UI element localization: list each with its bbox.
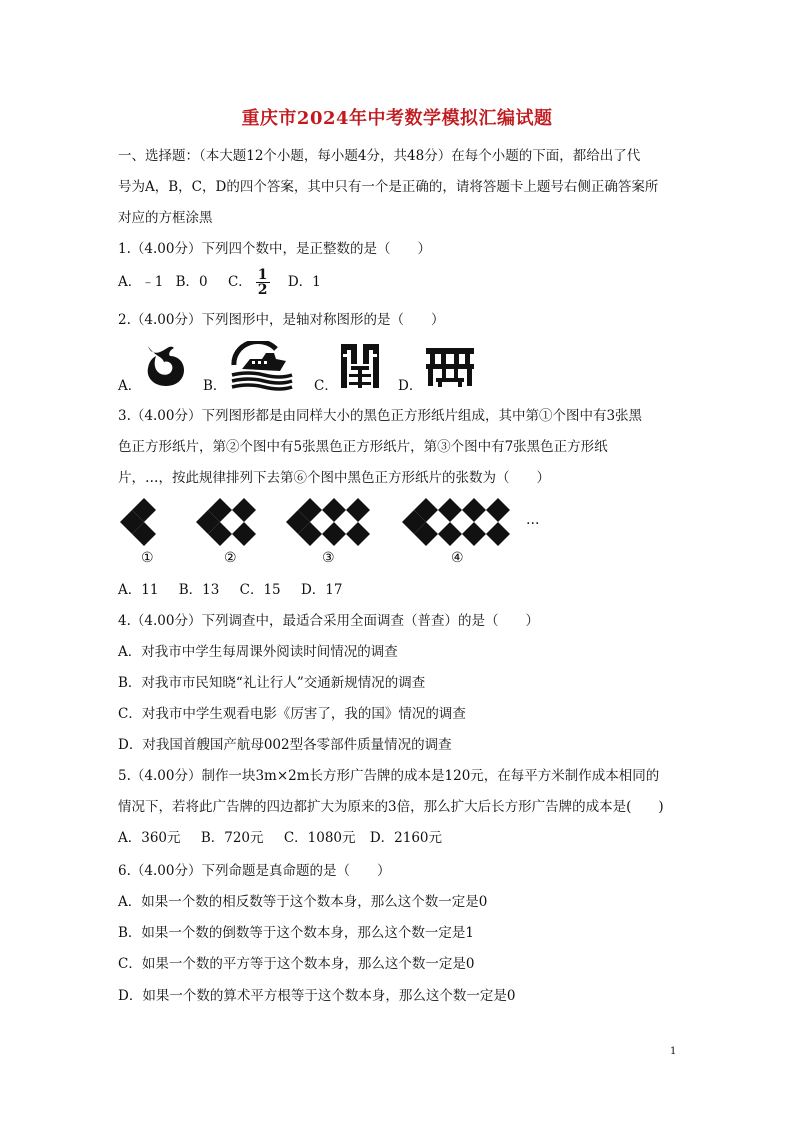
q1-options <box>118 268 321 297</box>
q6-option-a: A．如果一个数的相反数等于这个数本身，那么这个数一定是0 <box>118 894 488 910</box>
q3-option-b: B．13 <box>178 582 220 598</box>
q2-option-c: C． <box>314 378 338 394</box>
figure-label-1: ① <box>141 550 154 566</box>
q2-option-b: B． <box>203 378 227 394</box>
black-square <box>232 522 256 546</box>
black-square <box>486 522 510 546</box>
q3-option-c: C．15 <box>239 582 281 598</box>
q4-option-b: B．对我市市民知晓“礼让行人”交通新规情况的调查 <box>118 675 426 691</box>
q5-stem-line-2: 情况下，若将此广告牌的四边都扩大为原来的3倍，那么扩大后长方形广告牌的成本是( ) <box>118 799 664 815</box>
pattern-figures <box>116 498 556 548</box>
figure-label-2: ② <box>224 550 237 566</box>
q6-option-c: C．如果一个数的平方等于这个数本身，那么这个数一定是0 <box>118 956 475 972</box>
q6-stem: 6.（4.00分）下列命题是真命题的是（ ） <box>118 863 391 879</box>
q6-option-b: B．如果一个数的倒数等于这个数本身，那么这个数一定是1 <box>118 925 475 941</box>
black-square <box>438 522 462 546</box>
ship-emblem-icon <box>228 341 294 391</box>
q5-stem-line-1: 5.（4.00分）制作一块3m×2m长方形广告牌的成本是120元，在每平方米制作成本相同的 <box>118 768 660 784</box>
q5-option-a: A．360元 <box>118 830 181 846</box>
black-square <box>346 522 370 546</box>
pattern-figure-4 <box>402 498 510 546</box>
q5-option-b: B．720元 <box>200 830 264 846</box>
q2-option-d: D． <box>398 378 423 394</box>
page-number: 1 <box>670 1046 677 1057</box>
page-title: 重庆市2024年中考数学模拟汇编试题 <box>241 108 553 129</box>
section-intro-line-3: 对应的方框涂黑 <box>118 210 213 226</box>
black-square <box>346 498 370 522</box>
pattern-ellipsis: … <box>526 512 540 528</box>
black-square <box>322 498 346 522</box>
q5-option-d: D．2160元 <box>369 830 442 846</box>
figure-label-4: ④ <box>451 550 464 566</box>
q3-option-a: A．11 <box>118 582 159 598</box>
q5-option-c: C．1080元 <box>283 830 356 846</box>
black-square <box>232 498 256 522</box>
black-square <box>486 498 510 522</box>
q1-stem: 1.（4.00分）下列四个数中，是正整数的是（ ） <box>118 241 431 257</box>
q3-stem-line-1: 3.（4.00分）下列图形都是由同样大小的黑色正方形纸片组成，其中第①个图中有3张黑 <box>118 408 643 424</box>
pattern-figure-2 <box>196 498 256 546</box>
q2-stem: 2.（4.00分）下列图形中，是轴对称图形的是（ ） <box>118 312 445 328</box>
pavilion-emblem-icon <box>424 346 476 388</box>
q1-option-b: B．0 <box>175 274 208 290</box>
figure-label-3: ③ <box>322 550 335 566</box>
q4-option-d: D．对我国首艘国产航母002型各零部件质量情况的调查 <box>118 737 452 753</box>
q1-option-c: C． <box>227 274 252 290</box>
q6-option-d: D．如果一个数的算术平方根等于这个数本身，那么这个数一定是0 <box>118 988 516 1004</box>
fraction <box>256 268 270 297</box>
pattern-figure-3 <box>286 498 370 546</box>
pattern-figure-1 <box>120 498 156 546</box>
section-intro-line-1: 一、选择题：（本大题12个小题，每小题4分，共48分）在每个小题的下面，都给出了代 <box>118 148 641 164</box>
black-square <box>322 522 346 546</box>
q4-option-a: A．对我市中学生每周课外阅读时间情况的调查 <box>118 644 398 660</box>
black-square <box>462 522 486 546</box>
black-square <box>438 498 462 522</box>
q5-options <box>118 828 442 848</box>
q3-option-d: D．17 <box>300 582 343 598</box>
q3-stem-line-3: 片，…，按此规律排列下去第⑥个图中黑色正方形纸片的张数为（ ） <box>118 470 550 486</box>
q2-option-a: A． <box>118 378 142 394</box>
q4-option-c: C．对我市中学生观看电影《厉害了，我的国》情况的调查 <box>118 706 466 722</box>
q3-options <box>118 580 342 600</box>
black-square <box>462 498 486 522</box>
q1-option-d: D．1 <box>287 274 321 290</box>
q3-stem-line-2: 色正方形纸片，第②个图中有5张黑色正方形纸片，第③个图中有7张黑色正方形纸 <box>118 439 608 455</box>
q1-option-a: A．﹣1 <box>118 274 164 290</box>
q4-stem: 4.（4.00分）下列调查中，最适合采用全面调查（普查）的是（ ） <box>118 613 539 629</box>
fraction-numerator: 1 <box>257 267 268 283</box>
swirl-emblem-icon <box>140 342 188 388</box>
gate-emblem-icon <box>339 342 381 390</box>
fraction-denominator: 2 <box>257 282 268 298</box>
section-intro-line-2: 号为A，B，C，D的四个答案，其中只有一个是正确的，请将答题卡上题号右侧正确答案所 <box>118 179 659 195</box>
